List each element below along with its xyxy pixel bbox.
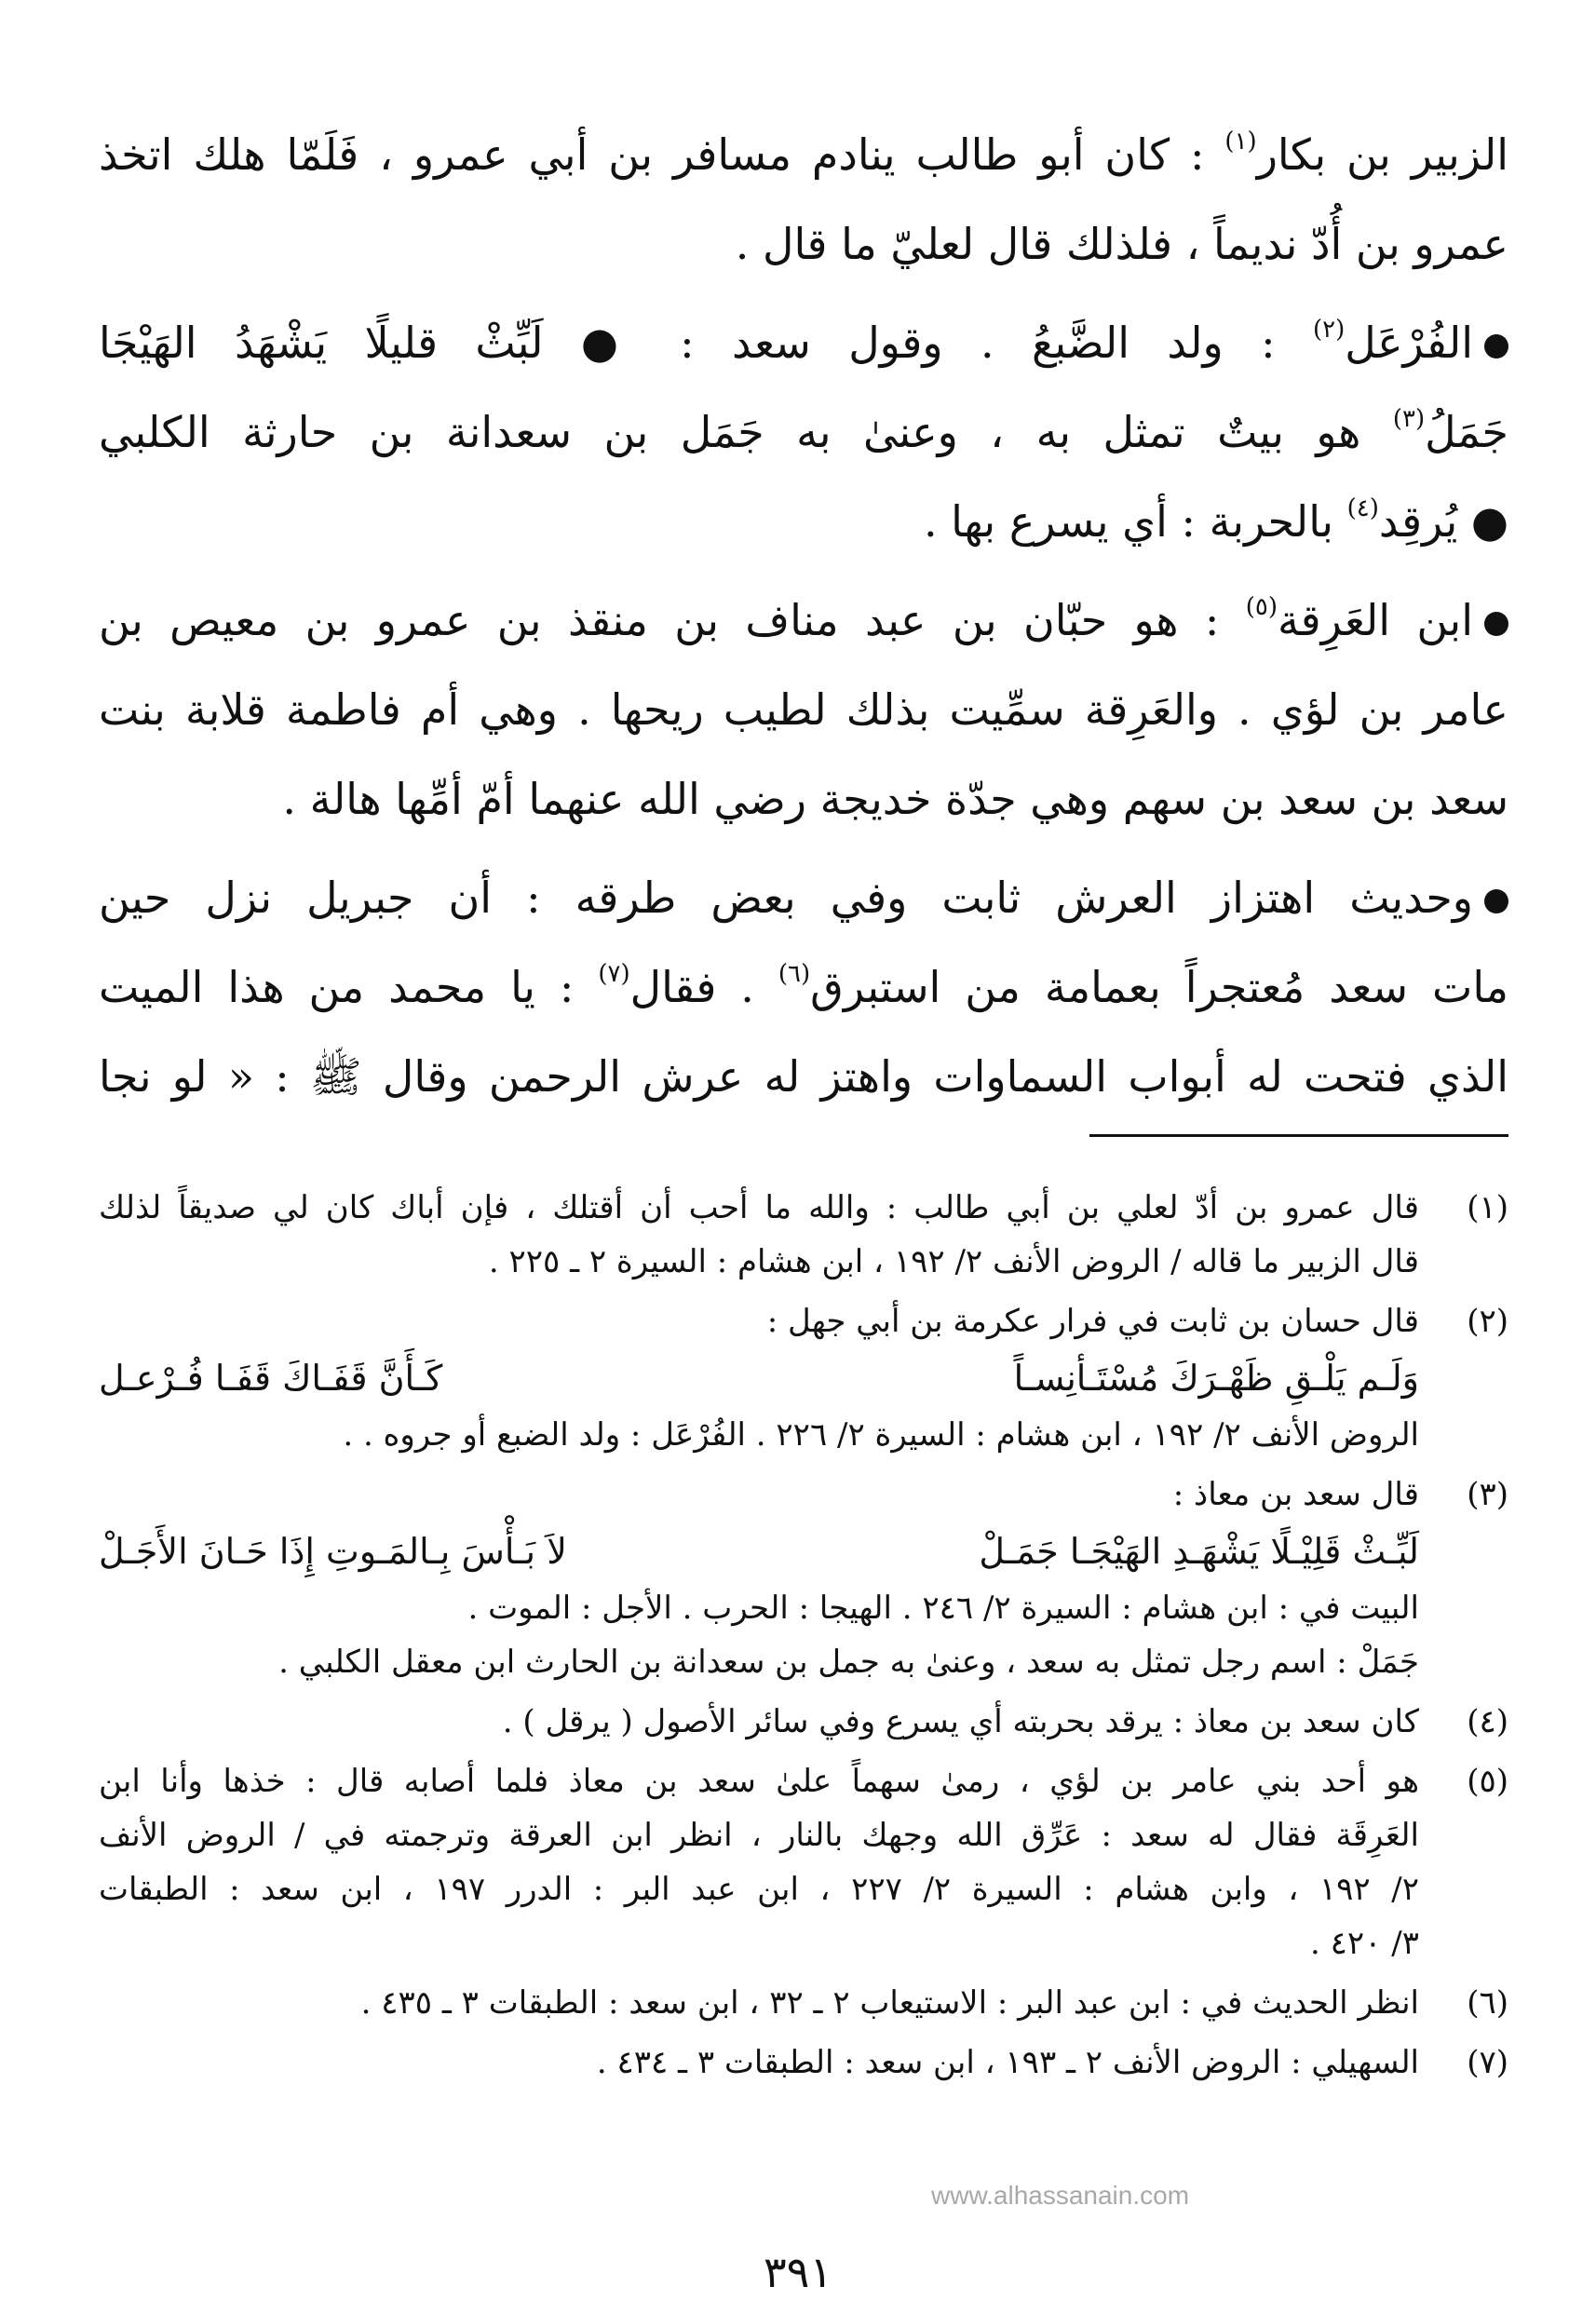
footnote-ref: (٤) bbox=[1346, 494, 1379, 522]
footnote-line: السهيلي : الروض الأنف ٢ ـ ١٩٣ ، ابن سعد : الطبقات ٣ ـ ٤٣٤ . bbox=[596, 2044, 1419, 2081]
watermark-url: www.alhassanain.com bbox=[931, 2181, 1190, 2210]
footnote-number: (١) bbox=[1467, 1189, 1508, 1226]
footnote-line: قال حسان بن ثابت في فرار عكرمة بن أبي جهل : bbox=[766, 1303, 1419, 1340]
text-line: وحديث اهتزاز العرش ثابت وفي بعض طرقه : أن جبريل نزل حين bbox=[99, 853, 1508, 942]
footnote-1 bbox=[99, 1181, 1508, 1289]
footnote-line: قال عمرو بن أدّ لعلي بن أبي طالب : والله ما أحب أن أقتلك ، فإن أباك كان لي صديقاً لذلك bbox=[99, 1189, 1419, 1226]
footnote-number: (٧) bbox=[1467, 2044, 1508, 2081]
footnote-number: (٤) bbox=[1467, 1703, 1508, 1740]
verse-second-hemistich: كَـأَنَّ قَفَـاكَ قَفَـا فُـرْعـل bbox=[99, 1358, 443, 1399]
footnote-line: كان سعد بن معاذ : يرقد بحربته أي يسرع وفي سائر الأصول ( يرقل ) . bbox=[502, 1703, 1419, 1740]
footnote-6 bbox=[99, 1976, 1508, 2030]
footnote-2 bbox=[99, 1294, 1508, 1462]
paragraph-1 bbox=[99, 110, 1508, 289]
footnote-ref: (٧) bbox=[598, 960, 630, 988]
text-line: عمرو بن أُدّ نديماً ، فلذلك قال لعليّ ما قال . bbox=[735, 219, 1508, 269]
paragraph-4 bbox=[99, 853, 1508, 1121]
text-line: سعد بن سعد بن سهم وهي جدّة خديجة رضي الله عنهما أمّ أمِّها هالة . bbox=[282, 774, 1508, 824]
footnote-ref: (٢) bbox=[1312, 316, 1346, 344]
text-line: عامر بن لؤي . والعَرِقة سمِّيت بذلك لطيب ريحها . وهي أم فاطمة قلابة بنت bbox=[99, 684, 1508, 735]
footnote-line: الروض الأنف ٢/ ١٩٢ ، ابن هشام : السيرة ٢/ ٢٢٦ . الفُرْعَل : ولد الضبع أو جروه . . bbox=[343, 1416, 1419, 1454]
main-text bbox=[99, 110, 1508, 1130]
footnote-ref: (٦) bbox=[778, 960, 811, 988]
text-line: الفُرْعَل$^{(٢)}$ : ولد الضَّبعُ . وقول سعد : ● لَبِّثْ قليلًا يَشْهَدُ الهَيْجَا bbox=[99, 298, 1508, 387]
footnote-line: قال سعد بن معاذ : bbox=[1172, 1476, 1419, 1513]
text-line: الذي فتحت له أبواب السماوات واهتز له عرش الرحمن وقال ﷺ : « لو نجا bbox=[99, 1051, 1508, 1102]
footnote-line: البيت في : ابن هشام : السيرة ٢/ ٢٤٦ . الهيجا : الحرب . الأجل : الموت . bbox=[467, 1590, 1419, 1627]
footnote-line: ٢/ ١٩٢ ، وابن هشام : السيرة ٢/ ٢٢٧ ، ابن عبد البر : الدرر ١٩٧ ، ابن سعد : الطبقات bbox=[99, 1871, 1419, 1908]
poem-verse bbox=[99, 1522, 1419, 1581]
footnote-5 bbox=[99, 1754, 1508, 1970]
footnote-line: قال الزبير ما قاله / الروض الأنف ٢/ ١٩٢ ، ابن هشام : السيرة ٢ ـ ٢٢٥ . bbox=[488, 1243, 1419, 1280]
footnote-7 bbox=[99, 2036, 1508, 2090]
footnote-4 bbox=[99, 1695, 1508, 1749]
text-line: جَمَلُ$^{(٣)}$ هو بيتٌ تمثل به ، وعنىٰ به جَمَل بن سعدانة بن حارثة الكلبي bbox=[99, 405, 1508, 457]
verse-first-hemistich: وَلَـم يَلْـقِ ظَهْـرَكَ مُسْتَـأنِسـاً bbox=[1013, 1358, 1419, 1399]
bullet-icon bbox=[1484, 889, 1508, 913]
footnote-line: العَرِقَة فقال له سعد : عَرِّق الله وجهك بالنار ، انظر ابن العرقة وترجمته في / الروض الأنف bbox=[99, 1817, 1419, 1854]
footnote-number: (٦) bbox=[1467, 1984, 1508, 2022]
footnote-separator bbox=[1089, 1134, 1508, 1137]
page-number: ٣٩١ bbox=[763, 2247, 833, 2297]
verse-first-hemistich: لَبِّـثْ قَلِيْـلًا يَشْهَـدِ الهَيْجَـا جَمَـلْ bbox=[979, 1531, 1419, 1572]
footnote-line: ٣/ ٤٢٠ . bbox=[1310, 1925, 1419, 1962]
paragraph-2 bbox=[99, 298, 1508, 566]
footnote-number: (٥) bbox=[1467, 1763, 1508, 1800]
footnote-number: (٢) bbox=[1467, 1303, 1508, 1340]
footnote-line: هو أحد بني عامر بن لؤي ، رمىٰ سهماً علىٰ سعد بن معاذ فلما أصابه قال : خذها وأنا ابن bbox=[99, 1763, 1419, 1800]
footnote-number: (٣) bbox=[1467, 1476, 1508, 1513]
footnote-3 bbox=[99, 1468, 1508, 1689]
footnote-ref: (٣) bbox=[1392, 405, 1426, 433]
bullet-icon bbox=[1484, 612, 1508, 636]
footnote-ref: (١) bbox=[1224, 128, 1257, 156]
footnote-line: انظر الحديث في : ابن عبد البر : الاستيعاب ٢ ـ ٣٢ ، ابن سعد : الطبقات ٣ ـ ٤٣٥ . bbox=[360, 1984, 1419, 2022]
footnote-ref: (٥) bbox=[1245, 593, 1278, 621]
verse-second-hemistich: لاَ بَـأْسَ بِـالمَـوتِ إِذَا حَـانَ الأَجَـلْ bbox=[99, 1531, 567, 1572]
text-line: ابن العَرِقة$^{(٥)}$ : هو حبّان بن عبد مناف بن منقذ بن عمرو بن معيص بن bbox=[99, 575, 1508, 665]
text-line: الزبير بن بكار$^{(١)}$ : كان أبو طالب ينادم مسافر بن أبي عمرو ، فَلَمّا هلك اتخذ bbox=[99, 128, 1508, 180]
footnotes bbox=[99, 1181, 1508, 2095]
footnote-line: جَمَلْ : اسم رجل تمثل به سعد ، وعنىٰ به جمل بن سعدانة بن الحارث ابن معقل الكلبي . bbox=[278, 1644, 1419, 1681]
poem-verse bbox=[99, 1348, 1419, 1408]
text-line: ● يُرقِد$^{(٤)}$ بالحربة : أي يسرع بها . bbox=[923, 494, 1508, 547]
bullet-icon bbox=[1484, 334, 1508, 359]
paragraph-3 bbox=[99, 575, 1508, 844]
text-line: مات سعد مُعتجراً بعمامة من استبرق$^{(٦)}$ . فقال$^{(٧)}$ : يا محمد من هذا الميت bbox=[99, 960, 1508, 1012]
